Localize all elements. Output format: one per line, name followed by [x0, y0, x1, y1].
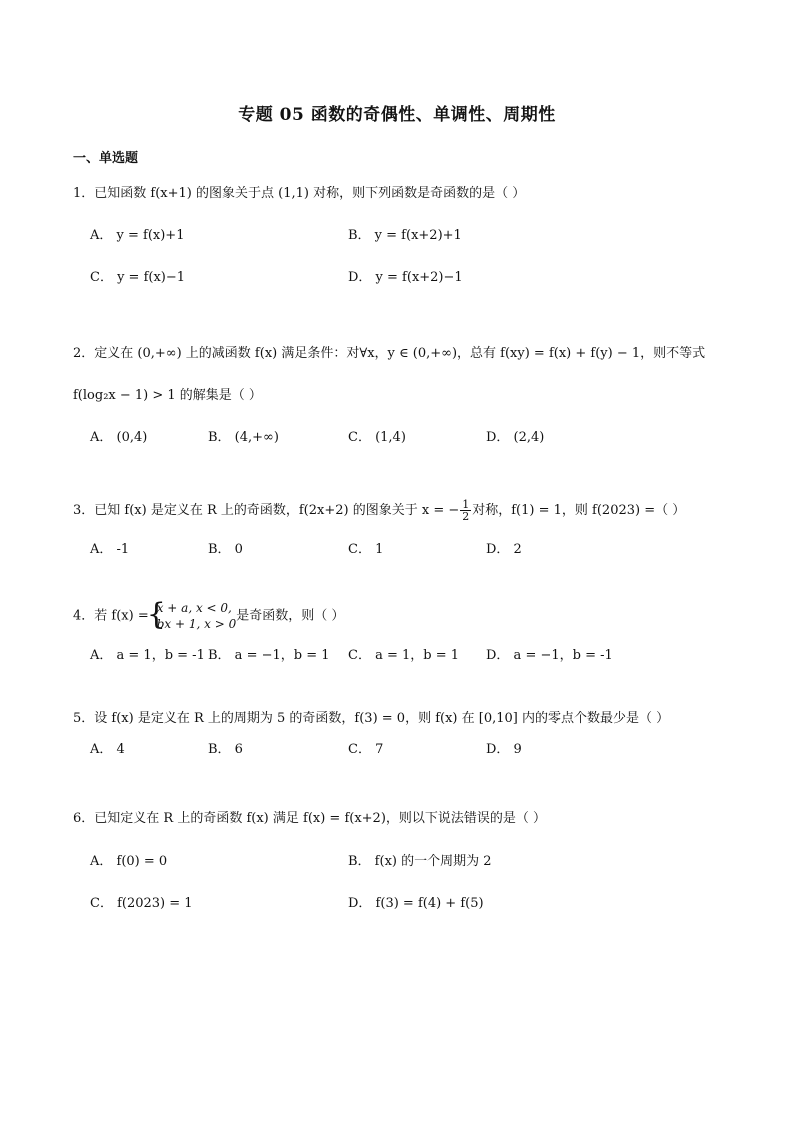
question-4-option-d: D． a = −1，b = -1: [486, 648, 613, 663]
question-1-option-b: B． y = f(x+2)+1: [348, 228, 462, 243]
piecewise-case-2: bx + 1, x > 0: [156, 617, 237, 631]
question-5-option-d: D． 9: [486, 742, 522, 757]
question-3-option-a: A． -1: [90, 542, 130, 557]
question-1-stem: 1．已知函数 f(x+1) 的图象关于点 (1,1) 对称，则下列函数是奇函数的是（ ）: [73, 186, 526, 201]
question-2-stem: 2．定义在 (0,+∞) 上的减函数 f(x) 满足条件：对∀x，y ∈ (0,+∞)，总有 f(xy) = f(x) + f(y) − 1，则不等式: [73, 346, 706, 361]
fraction-one-half: [460, 499, 471, 522]
fraction-denominator: 2: [462, 510, 470, 523]
question-6-option-d: D． f(3) = f(4) + f(5): [348, 896, 484, 911]
question-4-option-c: C． a = 1，b = 1: [348, 648, 460, 663]
question-3-stem: [73, 499, 685, 522]
question-3-stem-part-b: 对称，f(1) = 1，则 f(2023) =（ ）: [472, 503, 686, 518]
piecewise-function: [149, 600, 236, 632]
question-3-stem-part-a: 3．已知 f(x) 是定义在 R 上的奇函数，f(2x+2) 的图象关于 x = −: [73, 503, 460, 518]
question-5-option-a: A． 4: [90, 742, 125, 757]
question-3-option-b: B． 0: [208, 542, 243, 557]
question-2-option-d: D． (2,4): [486, 430, 545, 445]
question-3-option-d: D． 2: [486, 542, 522, 557]
question-6-option-b: B． f(x) 的一个周期为 2: [348, 854, 492, 869]
question-2-option-c: C． (1,4): [348, 430, 406, 445]
fraction-numerator: 1: [462, 498, 470, 511]
question-5-option-b: B． 6: [208, 742, 243, 757]
question-5-option-c: C． 7: [348, 742, 384, 757]
question-4-stem: [73, 600, 344, 632]
question-6-option-c: C． f(2023) = 1: [90, 896, 193, 911]
page-title: 专题 05 函数的奇偶性、单调性、周期性: [238, 105, 556, 125]
piecewise-case-1: { x + a, x < 0,: [156, 601, 232, 615]
question-1-option-d: D． y = f(x+2)−1: [348, 270, 463, 285]
question-6-option-a: A． f(0) = 0: [90, 854, 168, 869]
question-5-stem: 5．设 f(x) 是定义在 R 上的周期为 5 的奇函数，f(3) = 0，则 f(x) 在 [0,10] 内的零点个数最少是（ ）: [73, 711, 670, 726]
section-heading: 一、单选题: [73, 151, 139, 166]
question-1-option-c: C． y = f(x)−1: [90, 270, 186, 285]
question-2-option-a: A． (0,4): [90, 430, 148, 445]
question-1-option-a: A． y = f(x)+1: [90, 228, 185, 243]
question-6-stem: 6．已知定义在 R 上的奇函数 f(x) 满足 f(x) = f(x+2)，则以下说法错误的是（ ）: [73, 811, 547, 826]
question-4-option-b: B． a = −1，b = 1: [208, 648, 330, 663]
question-2-option-b: B． (4,+∞): [208, 430, 279, 445]
question-2-stem-continued: f(log₂x − 1) > 1 的解集是（ ）: [73, 388, 262, 403]
question-4-stem-part-a: 4．若 f(x) =: [73, 608, 149, 624]
question-4-stem-part-b: 是奇函数，则（ ）: [236, 608, 345, 624]
question-4-option-a: A． a = 1，b = -1: [90, 648, 205, 663]
question-3-option-c: C． 1: [348, 542, 384, 557]
